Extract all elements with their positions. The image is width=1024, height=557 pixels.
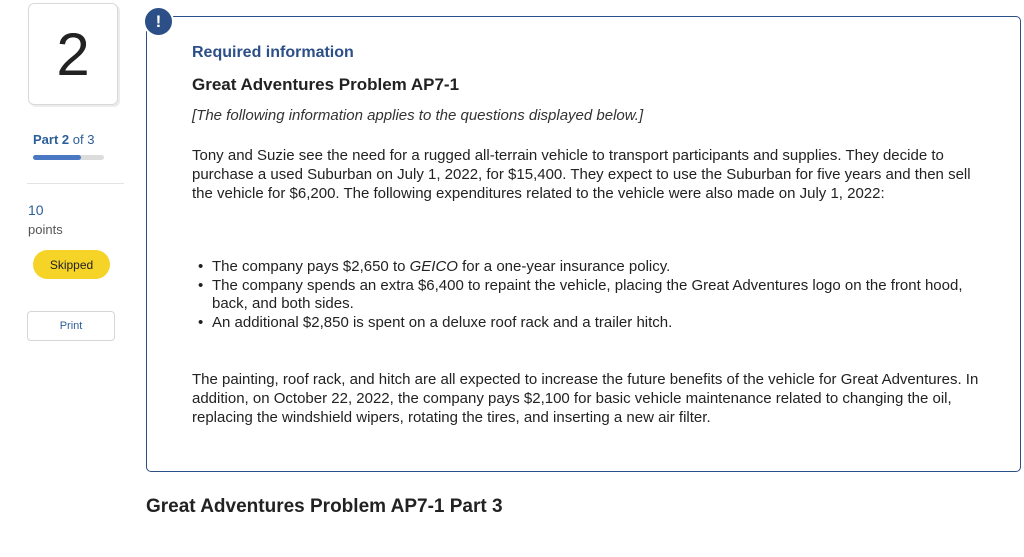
- list-item: [192, 314, 982, 333]
- applies-note: [The following information applies to the questions displayed below.]: [192, 107, 644, 124]
- list-item-text-em: GEICO: [409, 258, 458, 275]
- problem-paragraph-1: Tony and Suzie see the need for a rugged all-terrain vehicle to transport participants and supplies. They decide to purchase a used Suburban on July 1, 2022, for $15,400. They expect to use the Suburban for five years and then sell the vehicle for $6,200. The following expenditures related to the vehicle were also made on July 1, 2022:: [192, 147, 971, 202]
- list-item-text: An additional $2,850 is spent on a deluxe roof rack and a trailer hitch.: [212, 313, 673, 331]
- points-value: 10: [28, 202, 44, 218]
- list-item-text: The company spends an extra $6,400 to repaint the vehicle, placing the Great Adventures logo on the front hood, back, and both sides.: [212, 276, 963, 312]
- bullet-icon: •: [198, 313, 204, 331]
- expenditure-list: [192, 258, 982, 332]
- question-number-card: [28, 3, 118, 105]
- list-item: [192, 258, 982, 277]
- part-progress-fill: [33, 155, 81, 160]
- print-button[interactable]: Print: [27, 311, 115, 341]
- points-label: points: [28, 222, 63, 237]
- status-badge: Skipped: [33, 250, 110, 279]
- list-item: [192, 277, 982, 314]
- part-current: Part 2: [33, 132, 70, 147]
- required-information-heading: Required information: [192, 44, 354, 61]
- problem-title: Great Adventures Problem AP7-1: [192, 75, 460, 94]
- part-total: of 3: [72, 132, 95, 147]
- bullet-icon: •: [198, 276, 204, 294]
- part-3-heading: Great Adventures Problem AP7-1 Part 3: [146, 496, 503, 517]
- problem-paragraph-2: The painting, roof rack, and hitch are all expected to increase the future benefits of the vehicle for Great Adventures. In addition, on October 22, 2022, the company pays $2,100 for basic vehicle maintenance related to changing the oil, replacing the windshield wipers, rotating the tires, and inserting a new air filter.: [192, 371, 979, 426]
- part-indicator: [33, 132, 94, 147]
- sidebar-divider: [27, 183, 124, 184]
- list-item-text-pre: The company pays $2,650 to: [212, 258, 410, 275]
- list-item-text-post: for a one-year insurance policy.: [457, 258, 671, 275]
- exclamation-icon: !: [143, 6, 174, 37]
- question-number: 2: [56, 20, 90, 88]
- part-progress-bar: [33, 155, 104, 160]
- bullet-icon: •: [198, 258, 204, 275]
